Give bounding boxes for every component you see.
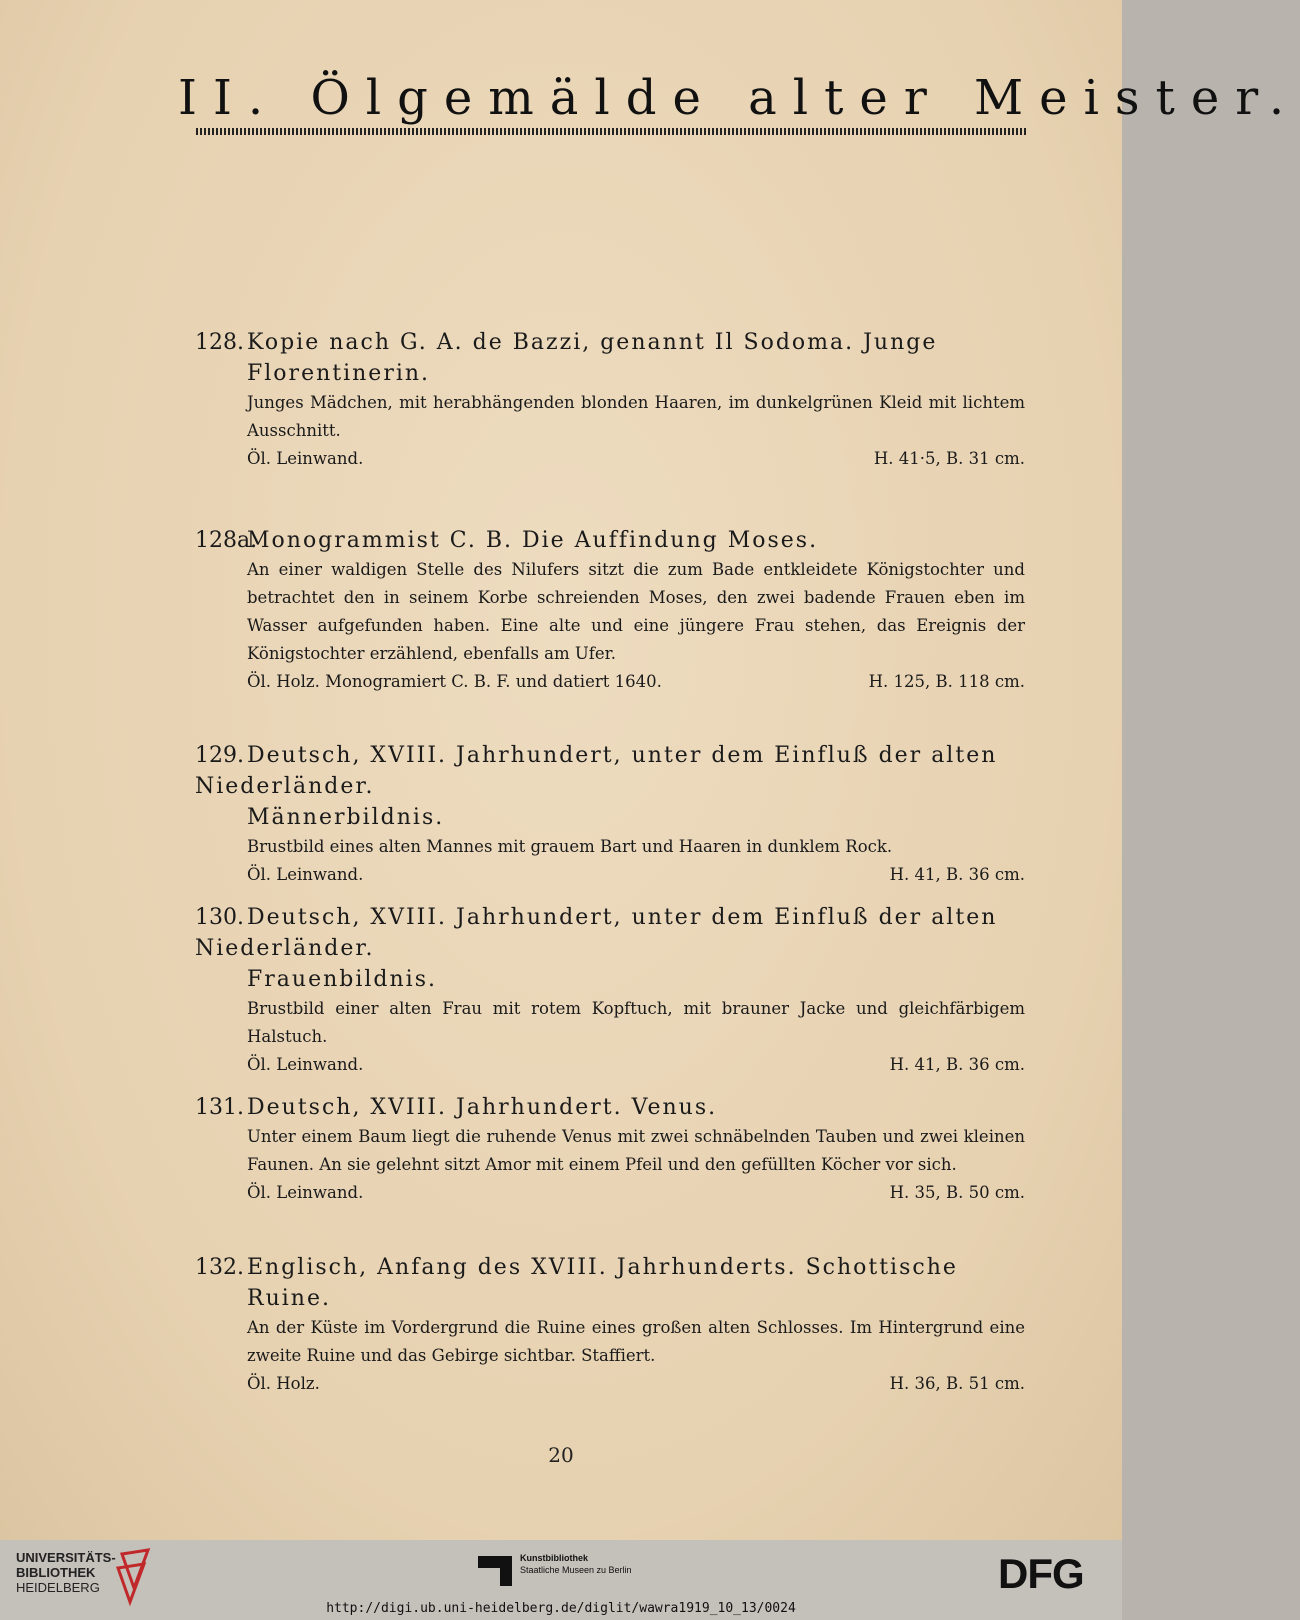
entry-heading-line1: Kopie nach G. A. de Bazzi, genannt Il Sodoma. Junge bbox=[247, 330, 938, 355]
catalog-entry-130 bbox=[195, 902, 1025, 1079]
entry-medium: Öl. Leinwand. bbox=[247, 449, 364, 468]
entry-heading-line2: Florentinerin. bbox=[247, 361, 431, 386]
entry-description: An einer waldigen Stelle des Nilufers sitzt die zum Bade entkleidete Königstochter und betrachtet den in seinem Korbe schreienden Moses, den zwei badende Frauen eben im Wasser aufgefunden haben. Eine alte und eine jüngere Frau stehen, das Ereignis der Königstochter erzählend, ebenfalls am Ufer. bbox=[247, 560, 1025, 663]
catalog-entry-132 bbox=[195, 1252, 1025, 1398]
library-line2: BIBLIOTHEK bbox=[16, 1565, 96, 1580]
entry-heading-line2: Ruine. bbox=[247, 1286, 331, 1311]
kb-line1: Kunstbibliothek bbox=[520, 1553, 588, 1563]
entry-heading bbox=[195, 902, 1025, 964]
entry-medium: Öl. Leinwand. bbox=[247, 1183, 364, 1202]
entry-dimensions: H. 36, B. 51 cm. bbox=[889, 1374, 1025, 1393]
entry-number: 131. bbox=[195, 1095, 244, 1120]
entry-description: Brustbild eines alten Mannes mit grauem Bart und Haaren in dunklem Rock. bbox=[247, 837, 893, 856]
entry-dimensions: H. 41, B. 36 cm. bbox=[889, 1055, 1025, 1074]
heidelberg-library-logo-icon bbox=[114, 1548, 154, 1604]
page-number: 20 bbox=[548, 1443, 574, 1467]
entry-number: 128a. bbox=[195, 528, 258, 553]
entry-medium: Öl. Leinwand. bbox=[247, 1055, 364, 1074]
entry-medium: Öl. Leinwand. bbox=[247, 865, 364, 884]
kunstbibliothek-label bbox=[520, 1552, 632, 1576]
entry-description: Brustbild einer alten Frau mit rotem Kopftuch, mit brauner Jacke und gleichfärbigem Halstuch. bbox=[247, 999, 1025, 1046]
library-line1: UNIVERSITÄTS- bbox=[16, 1550, 116, 1565]
catalog-entry-131 bbox=[195, 1092, 1025, 1207]
entry-number: 130. bbox=[195, 905, 244, 930]
entry-heading bbox=[195, 1092, 1025, 1123]
entry-heading-line1: Deutsch, XVIII. Jahrhundert, unter dem Einfluß der alten Niederländer. bbox=[195, 743, 998, 799]
entry-dimensions: H. 41·5, B. 31 cm. bbox=[873, 449, 1025, 468]
entry-heading bbox=[195, 525, 1025, 556]
page-title: II. Ölgemälde alter Meister. bbox=[178, 70, 1300, 126]
entry-medium: Öl. Holz. bbox=[247, 1374, 320, 1393]
entry-heading bbox=[195, 740, 1025, 802]
entry-description: Junges Mädchen, mit herabhängenden blonden Haaren, im dunkelgrünen Kleid mit lichtem Ausschnitt. bbox=[247, 393, 1025, 440]
entry-dimensions: H. 41, B. 36 cm. bbox=[889, 865, 1025, 884]
entry-heading bbox=[195, 327, 1025, 358]
entry-number: 128. bbox=[195, 330, 244, 355]
title-underline bbox=[196, 128, 1026, 135]
kb-line2: Staatliche Museen zu Berlin bbox=[520, 1565, 632, 1575]
entry-heading-line1: Deutsch, XVIII. Jahrhundert, unter dem Einfluß der alten Niederländer. bbox=[195, 905, 998, 961]
entry-heading-line1: Deutsch, XVIII. Jahrhundert. Venus. bbox=[247, 1095, 718, 1120]
catalog-entry-128a bbox=[195, 525, 1025, 696]
entry-heading-line1: Monogrammist C. B. Die Auffindung Moses. bbox=[247, 528, 819, 553]
catalog-entry-129 bbox=[195, 740, 1025, 889]
entry-number: 129. bbox=[195, 743, 244, 768]
library-line3: HEIDELBERG bbox=[16, 1580, 100, 1595]
entry-dimensions: H. 125, B. 118 cm. bbox=[868, 672, 1025, 691]
entry-medium: Öl. Holz. Monogramiert C. B. F. und datiert 1640. bbox=[247, 672, 662, 691]
dfg-logo: DFG bbox=[998, 1550, 1084, 1597]
heidelberg-library-label bbox=[16, 1550, 116, 1595]
catalog-entry-128 bbox=[195, 327, 1025, 473]
entry-description: An der Küste im Vordergrund die Ruine eines großen alten Schlosses. Im Hintergrund eine zweite Ruine und das Gebirge sichtbar. Staffiert. bbox=[247, 1318, 1025, 1365]
source-url[interactable]: http://digi.ub.uni-heidelberg.de/diglit/wawra1919_10_13/0024 bbox=[326, 1601, 796, 1616]
entry-heading-line2: Frauenbildnis. bbox=[247, 967, 437, 992]
entry-number: 132. bbox=[195, 1255, 244, 1280]
entry-heading-line2: Männerbildnis. bbox=[247, 805, 445, 830]
entry-heading-line1: Englisch, Anfang des XVIII. Jahrhunderts. Schottische bbox=[247, 1255, 958, 1280]
kunstbibliothek-logo-icon bbox=[478, 1556, 512, 1586]
entry-description: Unter einem Baum liegt die ruhende Venus mit zwei schnäbelnden Tauben und zwei kleinen Faunen. An sie gelehnt sitzt Amor mit einem Pfeil und den gefüllten Köcher vor sich. bbox=[247, 1127, 1025, 1174]
entry-heading bbox=[195, 1252, 1025, 1283]
entry-dimensions: H. 35, B. 50 cm. bbox=[889, 1183, 1025, 1202]
